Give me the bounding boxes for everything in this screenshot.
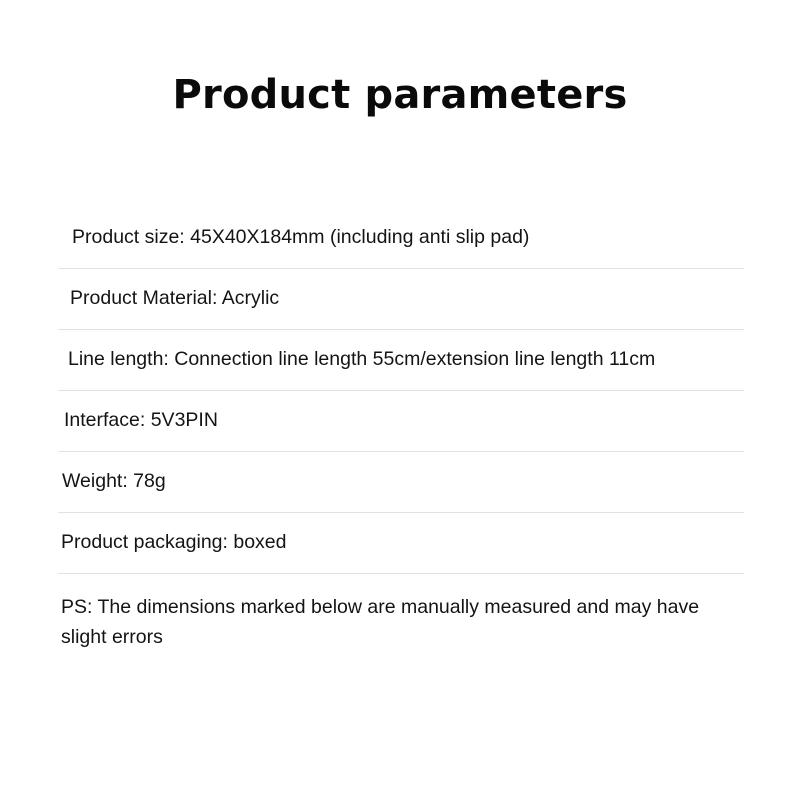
list-item: Product size: 45X40X184mm (including anti slip pad) <box>58 208 744 269</box>
list-item: Line length: Connection line length 55cm/extension line length 11cm <box>58 330 744 391</box>
list-item: Product Material: Acrylic <box>58 269 744 330</box>
list-item: Interface: 5V3PIN <box>58 391 744 452</box>
spec-list <box>58 208 744 668</box>
page-title: Product parameters <box>172 72 628 118</box>
list-item: Weight: 78g <box>58 452 744 513</box>
list-item: Product packaging: boxed <box>58 513 744 574</box>
measurement-note: PS: The dimensions marked below are manually measured and may have slight errors <box>61 596 700 648</box>
